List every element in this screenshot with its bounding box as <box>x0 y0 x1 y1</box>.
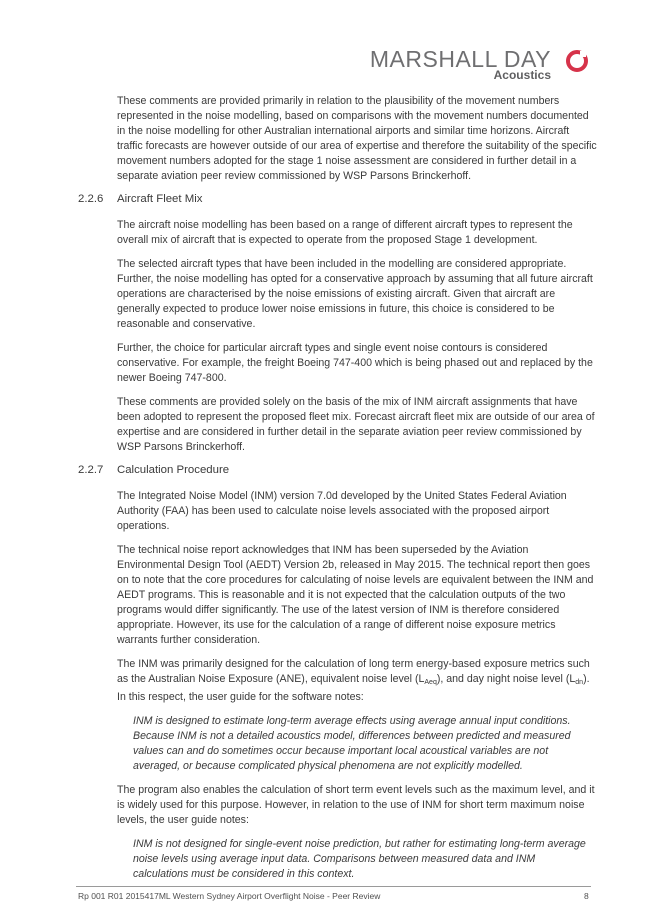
paragraph: The selected aircraft types that have been included in the modelling are considered appropriate. Further, the noise modelling has opted for a conservative approach by assuming that all future aircraft operations are characterised by the noise emissions of existing aircraft. Given that aircraft are generally expected to produce lower noise emissions in future, this choice is considered to be reasonable and conservative. <box>117 258 593 330</box>
paragraph: The INM was primarily designed for the calculation of long term energy-based exposure metrics such as the Australian Noise Exposure (ANE), equivalent noise level $(L_{Aeq})$, and day night noise level $(L_{dn})$. In this respect, the user guide for the software notes: <box>117 658 590 703</box>
paragraph: The program also enables the calculation of short term event levels such as the maximum level, and it is widely used for this purpose. However, in relation to the use of INM for short term maximum noise levels, the user guide notes: <box>117 784 595 826</box>
section-number: 2.2.6 <box>78 193 104 205</box>
footer-divider <box>76 886 591 887</box>
paragraph: The technical noise report acknowledges that INM has been superseded by the Aviation Environmental Design Tool (AEDT) Version 2b, released in May 2015. The technical report then goes on to note that the core procedures for calculating of noise levels are equivalent between the INM and AEDT programs. This is reasonable and it is not expected that the calculation outputs of the two programs would differ significantly. The use of the latest version of INM is therefore considered appropriate. However, its use for the calculation of a range of different noise exposure metrics warrants further consideration. <box>117 544 594 646</box>
paragraph: These comments are provided solely on the basis of the mix of INM aircraft assignments that have been adopted to represent the proposed fleet mix. Forecast aircraft fleet mix are outside of our area of expertise and are considered in further detail in the separate aviation peer review commissioned by WSP Parsons Brinckerhoff. <box>117 396 595 453</box>
paragraph: The Integrated Noise Model (INM) version 7.0d developed by the United States Federal Aviation Authority (FAA) has been used to calculate noise levels associated with the proposed airport operations. <box>117 490 567 532</box>
section-title: Aircraft Fleet Mix <box>117 193 203 205</box>
block-quote: INM is not designed for single-event noise prediction, but rather for estimating long-term average noise levels using average input data. Comparisons between measured data and INM calculations must be considered in this context. <box>133 838 586 880</box>
footer-page-number: 8 <box>584 891 589 901</box>
logo-ring-icon <box>565 49 589 73</box>
paragraph: The aircraft noise modelling has been based on a range of different aircraft types to represent the overall mix of aircraft that is expected to operate from the proposed Stage 1 development. <box>117 219 573 246</box>
section-number: 2.2.7 <box>78 464 104 476</box>
paragraph: Further, the choice for particular aircraft types and single event noise contours is considered conservative. For example, the freight Boeing 747-400 which is being phased out and replaced by the newer Boeing 747-800. <box>117 342 593 384</box>
logo-subtitle: Acoustics <box>493 68 551 82</box>
logo-wordmark: MARSHALL DAY <box>369 46 551 72</box>
section-title: Calculation Procedure <box>117 464 230 476</box>
company-logo <box>361 46 591 86</box>
page-body <box>0 94 653 891</box>
section-heading-2-2-6 <box>0 193 653 209</box>
footer-document-reference: Rp 001 R01 2015417ML Western Sydney Airport Overflight Noise - Peer Review <box>78 891 381 901</box>
block-quote: INM is designed to estimate long-term average effects using average annual input conditions. Because INM is not a detailed acoustics model, differences between predicted and measured values can and do sometimes occur because important local acoustical variables are not averaged, or because complicated physical phenomena are not explicitly modelled. <box>133 715 571 772</box>
section-heading-2-2-7 <box>0 464 653 480</box>
intro-paragraph: These comments are provided primarily in relation to the plausibility of the movement numbers represented in the noise modelling, based on comparisons with the movement numbers documented in the noise modelling for other Australian international airports and similar time horizons. Aircraft traffic forecasts are however outside of our area of expertise and therefore the suitability of the specific movement numbers adopted for the stage 1 noise assessment are considered in further detail in a separate aviation peer review commissioned by WSP Parsons Brinckerhoff. <box>117 95 597 182</box>
